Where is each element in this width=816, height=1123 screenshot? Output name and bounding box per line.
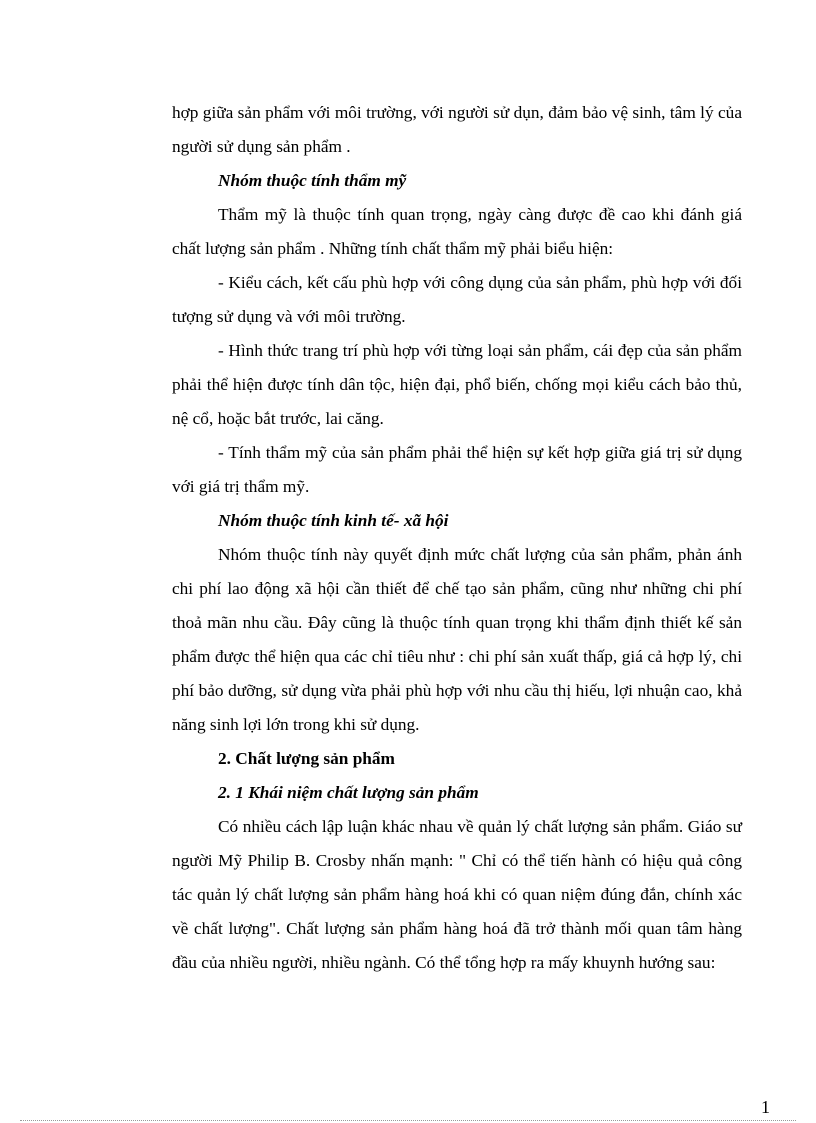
heading-socioeconomic-attributes: Nhóm thuộc tính kinh tế- xã hội <box>218 511 449 530</box>
paragraph-aesthetic-bullet-1: - Kiểu cách, kết cấu phù hợp với công dụng của sản phẩm, phù hợp với đối tượng sử dụng và với môi trường. <box>172 273 742 326</box>
paragraph-aesthetic-bullet-2: - Hình thức trang trí phù hợp với từng loại sản phẩm, cái đẹp của sản phẩm phải thể hiện được tính dân tộc, hiện đại, phổ biến, chống mọi kiểu cách bảo thủ, nệ cổ, hoặc bắt trước, lai căng. <box>172 341 742 428</box>
heading-aesthetic-attributes: Nhóm thuộc tính thẩm mỹ <box>218 171 407 190</box>
paragraph-quality-concept: Có nhiều cách lập luận khác nhau về quản lý chất lượng sản phẩm. Giáo sư người Mỹ Philip B. Crosby nhấn mạnh: " Chỉ có thể tiến hành có hiệu quả công tác quản lý chất lượng sản phẩm hàng hoá khi có quan niệm đúng đắn, chính xác về chất lượng". Chất lượng sản phẩm hàng hoá đã trở thành mối quan tâm hàng đầu của nhiều người, nhiều ngành. Có thể tổng hợp ra mấy khuynh hướng sau: <box>172 817 742 972</box>
document-body <box>172 96 742 980</box>
paragraph-aesthetic-intro: Thẩm mỹ là thuộc tính quan trọng, ngày càng được đề cao khi đánh giá chất lượng sản phẩm . Những tính chất thẩm mỹ phải biểu hiện: <box>172 205 742 258</box>
paragraph-intro-continuation: hợp giữa sản phẩm với môi trường, với người sử dụn, đảm bảo vệ sinh, tâm lý của người sử dụng sản phẩm . <box>172 103 742 156</box>
heading-section-2-1: 2. 1 Khái niệm chất lượng sản phẩm <box>218 783 479 802</box>
heading-section-2: 2. Chất lượng sản phẩm <box>218 749 395 768</box>
paragraph-aesthetic-bullet-3: - Tính thẩm mỹ của sản phẩm phải thể hiện sự kết hợp giữa giá trị sử dụng với giá trị thẩm mỹ. <box>172 443 742 496</box>
footer-divider <box>20 1120 796 1121</box>
paragraph-socioeconomic: Nhóm thuộc tính này quyết định mức chất lượng của sản phẩm, phản ánh chi phí lao động xã hội cần thiết để chế tạo sản phẩm, cũng như những chi phí thoả mãn nhu cầu. Đây cũng là thuộc tính quan trọng khi thẩm định thiết kế sản phẩm được thể hiện qua các chỉ tiêu như : chi phí sản xuất thấp, giá cả hợp lý, chi phí bảo dưỡng, sử dụng vừa phải phù hợp với nhu cầu thị hiếu, lợi nhuận cao, khả năng sinh lợi lớn trong khi sử dụng. <box>172 545 742 734</box>
page-number: 1 <box>761 1097 770 1117</box>
